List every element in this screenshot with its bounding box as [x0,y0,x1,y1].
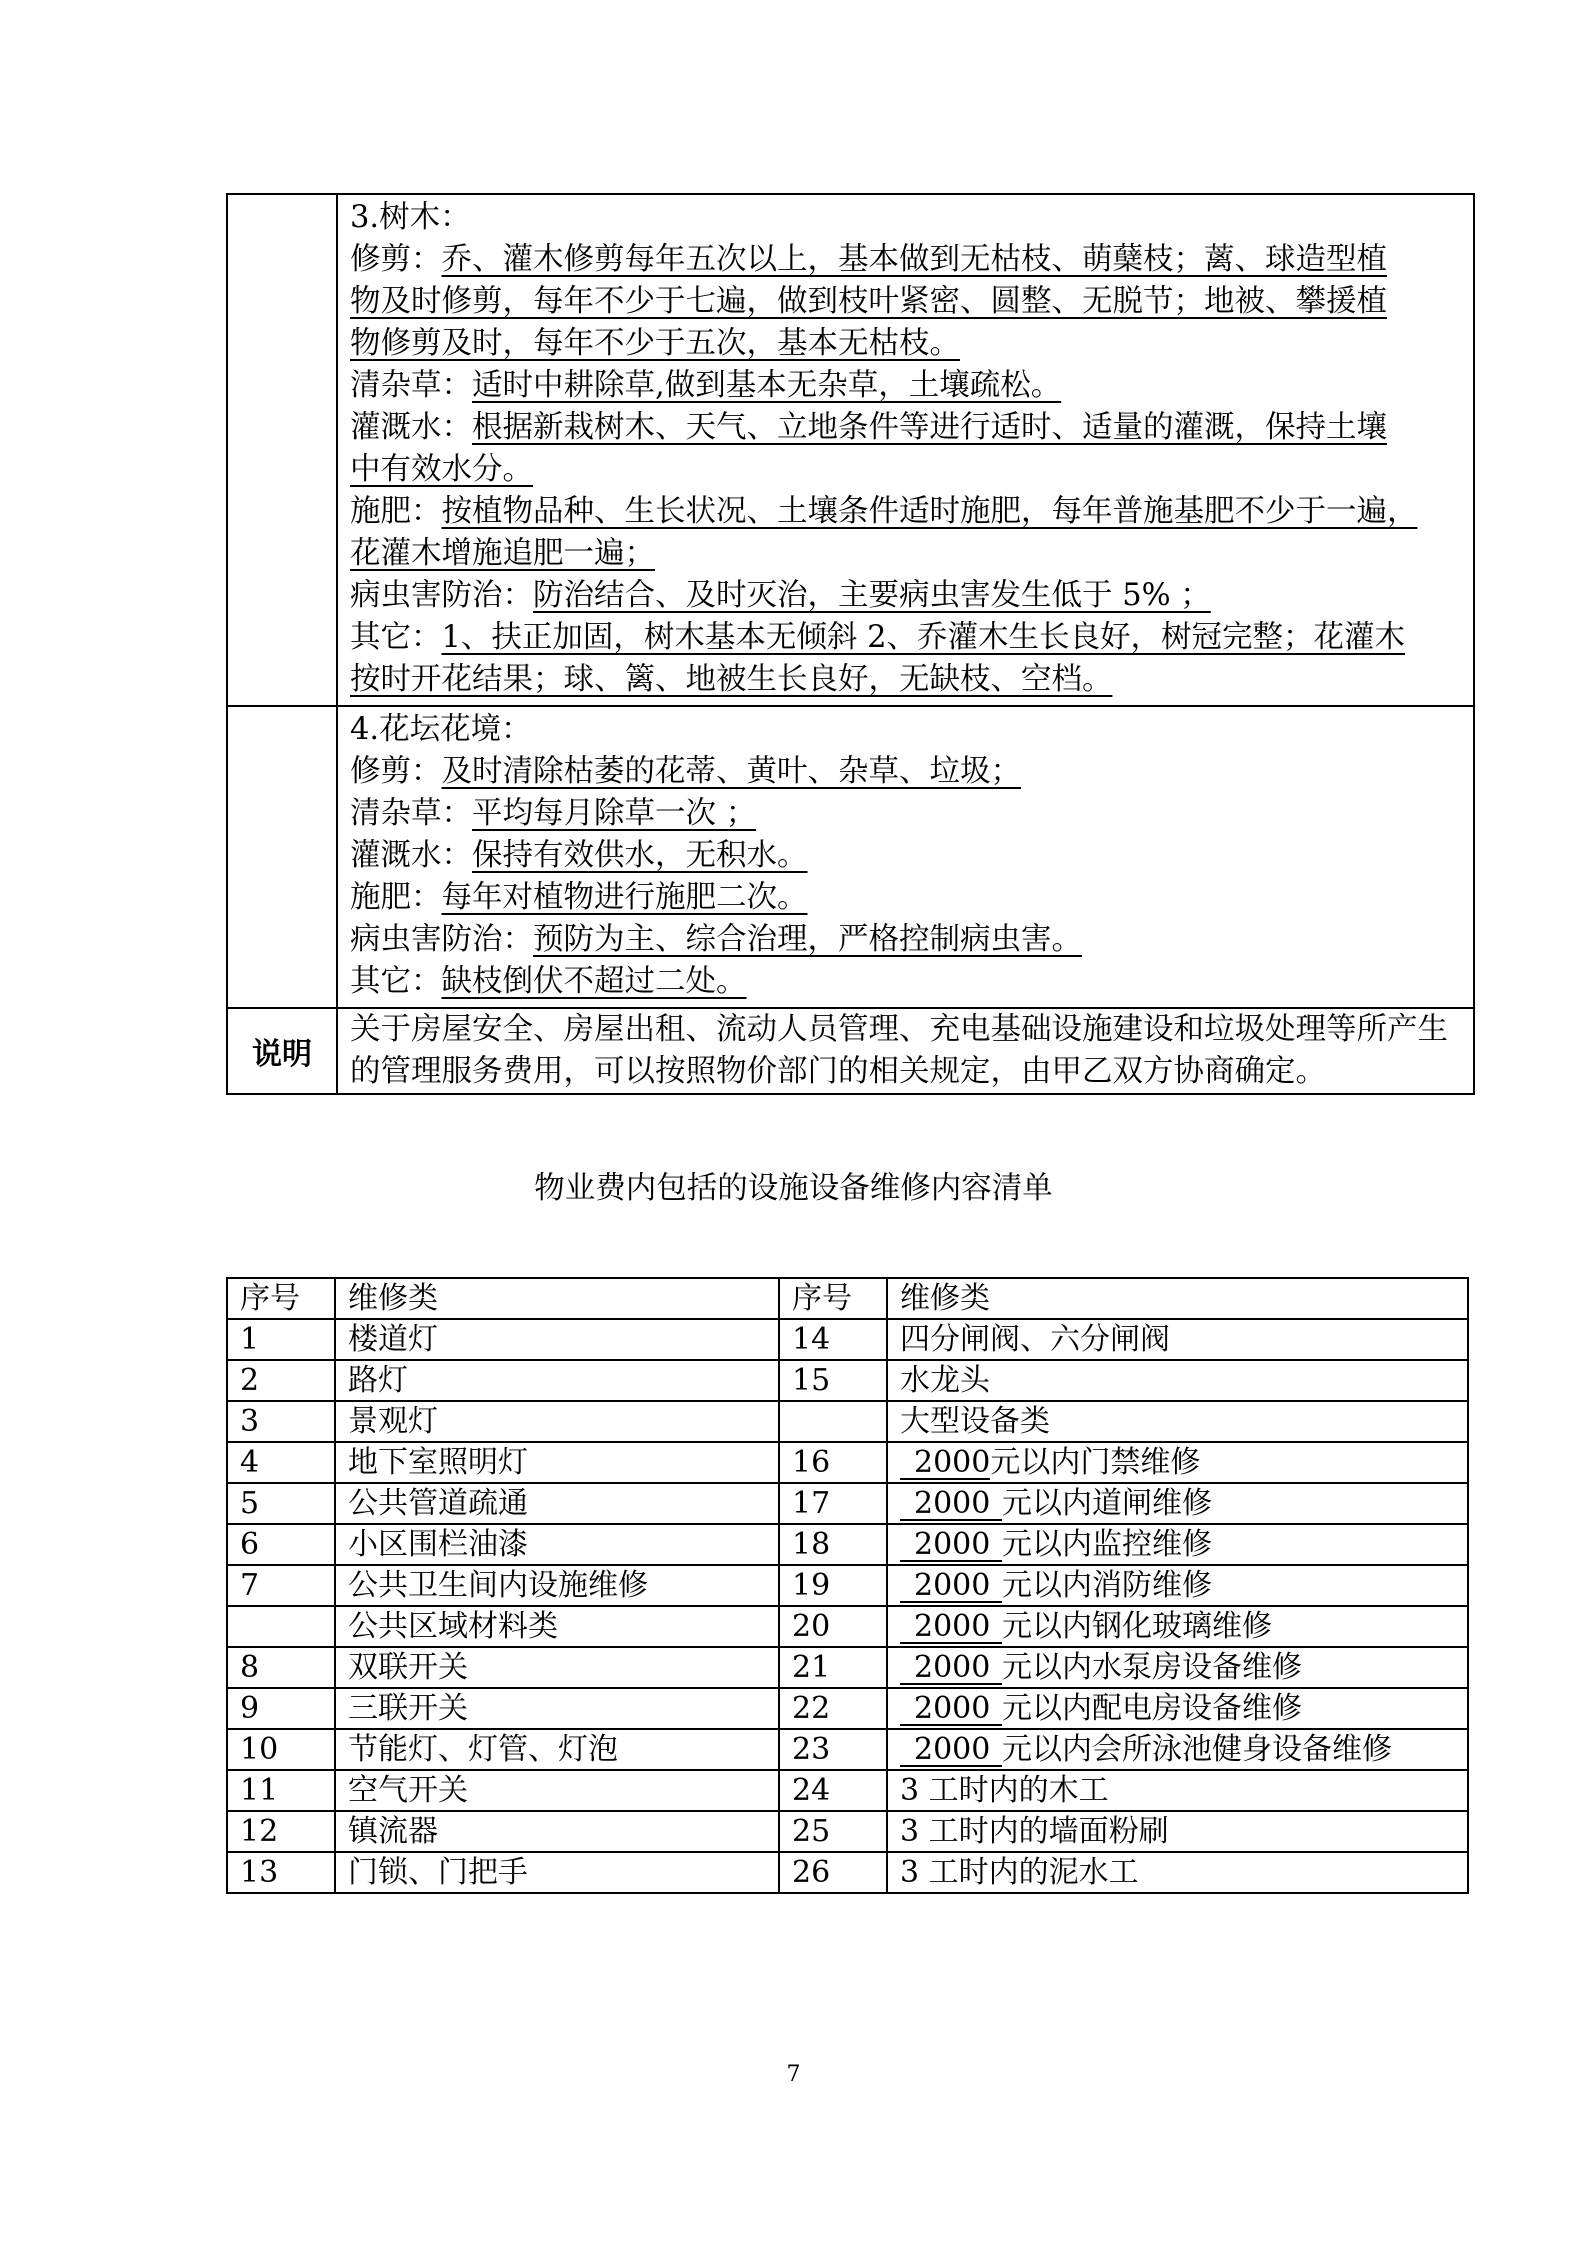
row-number-right: 21 [779,1647,887,1688]
empty-label-cell [227,706,337,1008]
section-heading: 3.树木： [350,200,471,235]
flowerbeds-row [227,706,1474,1008]
note-content [337,1008,1474,1094]
text-line [350,919,1463,961]
row-number-right [779,1401,887,1442]
table-row [227,1524,1468,1565]
row-number-right: 14 [779,1319,887,1360]
header-no-right: 序号 [779,1278,887,1319]
amount-description: 元以内道闸维修 [1002,1486,1212,1521]
text-line [350,793,1463,835]
amount-blank: 2000 [900,1653,1002,1685]
page-number: 7 [786,2062,801,2087]
maintenance-list-table [226,1277,1469,1894]
row-number-right: 25 [779,1811,887,1852]
text-line [350,961,1463,1003]
text-line [350,281,1463,323]
line-text: 1、扶正加固，树木基本无倾斜 2、乔灌木生长良好，树冠完整；花灌木 [441,620,1406,655]
table-row [227,1401,1468,1442]
amount-blank: 2000 [900,1612,1002,1644]
row-category-left: 镇流器 [335,1811,779,1852]
row-category-right: 四分闸阀、六分闸阀 [887,1319,1468,1360]
table-row [227,1688,1468,1729]
text-line [350,449,1463,491]
header-no-left: 序号 [227,1278,335,1319]
row-category-right: 大型设备类 [887,1401,1468,1442]
row-number-left: 12 [227,1811,335,1852]
header-row [227,1278,1468,1319]
line-prefix: 施肥： [350,494,442,529]
text-line [350,491,1463,533]
row-category-left: 门锁、门把手 [335,1852,779,1893]
row-category-left: 双联开关 [335,1647,779,1688]
empty-label-cell [227,194,337,706]
line-text: 根据新栽树木、天气、立地条件等进行适时、适量的灌溉，保持土壤 [472,410,1387,445]
row-category-left: 三联开关 [335,1688,779,1729]
row-number-right: 20 [779,1606,887,1647]
row-category-left: 空气开关 [335,1770,779,1811]
line-text: 及时清除枯萎的花蒂、黄叶、杂草、垃圾； [441,754,1021,789]
row-number-right: 17 [779,1483,887,1524]
table-row [227,1606,1468,1647]
line-text: 物及时修剪，每年不少于七遍，做到枝叶紧密、圆整、无脱节；地被、攀援植 [350,284,1387,319]
row-category-left: 地下室照明灯 [335,1442,779,1483]
row-number-right: 24 [779,1770,887,1811]
flowerbeds-lines [350,751,1463,1003]
maintenance-list-body [227,1278,1468,1893]
line-text: 物修剪及时，每年不少于五次，基本无枯枝。 [350,326,960,361]
amount-description: 元以内门禁维修 [990,1445,1201,1480]
line-prefix: 修剪： [350,754,442,789]
table-row [227,1647,1468,1688]
line-text: 中有效水分。 [350,452,533,487]
row-category-left: 公共卫生间内设施维修 [335,1565,779,1606]
line-prefix: 施肥： [350,880,442,915]
trees-section [337,194,1474,706]
amount-blank: 2000 [900,1448,990,1480]
row-category-right [887,1524,1468,1565]
row-category-right [887,1565,1468,1606]
row-category-right: 3 工时内的木工 [887,1770,1468,1811]
section-heading: 4.花坛花境： [350,712,532,747]
row-number-left: 5 [227,1483,335,1524]
row-number-right: 19 [779,1565,887,1606]
row-category-left: 小区围栏油漆 [335,1524,779,1565]
amount-description: 元以内配电房设备维修 [1002,1691,1302,1726]
row-number-left: 13 [227,1852,335,1893]
amount-description: 元以内消防维修 [1002,1568,1212,1603]
text-line [350,659,1463,701]
table-row [227,1811,1468,1852]
row-number-right: 26 [779,1852,887,1893]
row-number-left: 4 [227,1442,335,1483]
row-category-right [887,1647,1468,1688]
maintenance-list-title: 物业费内包括的设施设备维修内容清单 [534,1171,1053,1206]
trees-row [227,194,1474,706]
row-number-right: 23 [779,1729,887,1770]
amount-description: 元以内监控维修 [1002,1527,1212,1562]
row-number-left: 3 [227,1401,335,1442]
amount-blank: 2000 [900,1694,1002,1726]
amount-blank: 2000 [900,1735,1002,1767]
line-prefix: 其它： [350,964,442,999]
row-category-right: 3 工时内的泥水工 [887,1852,1468,1893]
row-category-right [887,1729,1468,1770]
line-text: 乔、灌木修剪每年五次以上，基本做到无枯枝、萌蘖枝；蓠、球造型植 [441,242,1387,277]
amount-description: 元以内水泵房设备维修 [1002,1650,1302,1685]
amount-blank: 2000 [900,1489,1002,1521]
table-row [227,1319,1468,1360]
row-category-right: 3 工时内的墙面粉刷 [887,1811,1468,1852]
flowerbeds-section [337,706,1474,1008]
line-text: 预防为主、综合治理，严格控制病虫害。 [533,922,1082,957]
row-number-left: 2 [227,1360,335,1401]
row-category-left: 节能灯、灯管、灯泡 [335,1729,779,1770]
amount-blank: 2000 [900,1571,1002,1603]
row-category-left: 景观灯 [335,1401,779,1442]
row-number-left: 11 [227,1770,335,1811]
text-line [350,365,1463,407]
line-text: 按植物品种、生长状况、土壤条件适时施肥，每年普施基肥不少于一遍， [441,494,1418,529]
row-number-left: 7 [227,1565,335,1606]
row-category-left: 楼道灯 [335,1319,779,1360]
amount-blank: 2000 [900,1530,1002,1562]
table-row [227,1770,1468,1811]
row-number-left: 10 [227,1729,335,1770]
note-row [227,1008,1474,1094]
line-prefix: 清杂草： [350,796,472,831]
line-prefix: 其它： [350,620,442,655]
row-category-right [887,1606,1468,1647]
amount-description: 元以内钢化玻璃维修 [1002,1609,1272,1644]
row-number-right: 22 [779,1688,887,1729]
row-number-right: 18 [779,1524,887,1565]
line-prefix: 病虫害防治： [350,922,533,957]
row-category-right [887,1688,1468,1729]
row-number-left: 9 [227,1688,335,1729]
row-number-right: 16 [779,1442,887,1483]
row-number-left: 8 [227,1647,335,1688]
line-prefix: 清杂草： [350,368,472,403]
line-text: 保持有效供水，无积水。 [472,838,808,873]
table-row [227,1483,1468,1524]
line-text: 每年对植物进行施肥二次。 [441,880,808,915]
note-label: 说明 [227,1008,337,1094]
row-number-left: 1 [227,1319,335,1360]
text-line [350,617,1463,659]
row-number-right: 15 [779,1360,887,1401]
line-text: 防治结合、及时灭治，主要病虫害发生低于 5% ； [533,578,1211,613]
text-line [350,751,1463,793]
line-text: 花灌木增施追肥一遍； [350,536,655,571]
line-text: 缺枝倒伏不超过二处。 [441,964,747,999]
text-line [350,877,1463,919]
amount-description: 元以内会所泳池健身设备维修 [1002,1732,1392,1767]
text-line [350,575,1463,617]
line-prefix: 病虫害防治： [350,578,533,613]
table-row [227,1442,1468,1483]
text-line [350,533,1463,575]
line-prefix: 修剪： [350,242,442,277]
text-line [350,835,1463,877]
line-text: 按时开花结果；球、篱、地被生长良好，无缺枝、空档。 [350,662,1113,697]
header-category-left: 维修类 [335,1278,779,1319]
row-category-right [887,1442,1468,1483]
line-text: 适时中耕除草,做到基本无杂草，土壤疏松。 [472,368,1062,403]
text-line [350,407,1463,449]
row-category-right: 水龙头 [887,1360,1468,1401]
row-category-left: 公共管道疏通 [335,1483,779,1524]
table-row [227,1852,1468,1893]
line-prefix: 灌溉水： [350,838,472,873]
row-category-left: 公共区域材料类 [335,1606,779,1647]
line-prefix: 灌溉水： [350,410,472,445]
note-text: 关于房屋安全、房屋出租、流动人员管理、充电基础设施建设和垃圾处理等所产生的管理服务费用，可以按照物价部门的相关规定，由甲乙双方协商确定。 [350,1012,1448,1089]
table-row [227,1565,1468,1606]
text-line [350,239,1463,281]
row-number-left: 6 [227,1524,335,1565]
row-category-right [887,1483,1468,1524]
row-number-left [227,1606,335,1647]
line-text: 平均每月除草一次 ； [472,796,757,831]
table-row [227,1360,1468,1401]
trees-lines [350,239,1463,701]
green-maintenance-table [226,193,1475,1095]
text-line [350,323,1463,365]
header-category-right: 维修类 [887,1278,1468,1319]
row-category-left: 路灯 [335,1360,779,1401]
table-row [227,1729,1468,1770]
